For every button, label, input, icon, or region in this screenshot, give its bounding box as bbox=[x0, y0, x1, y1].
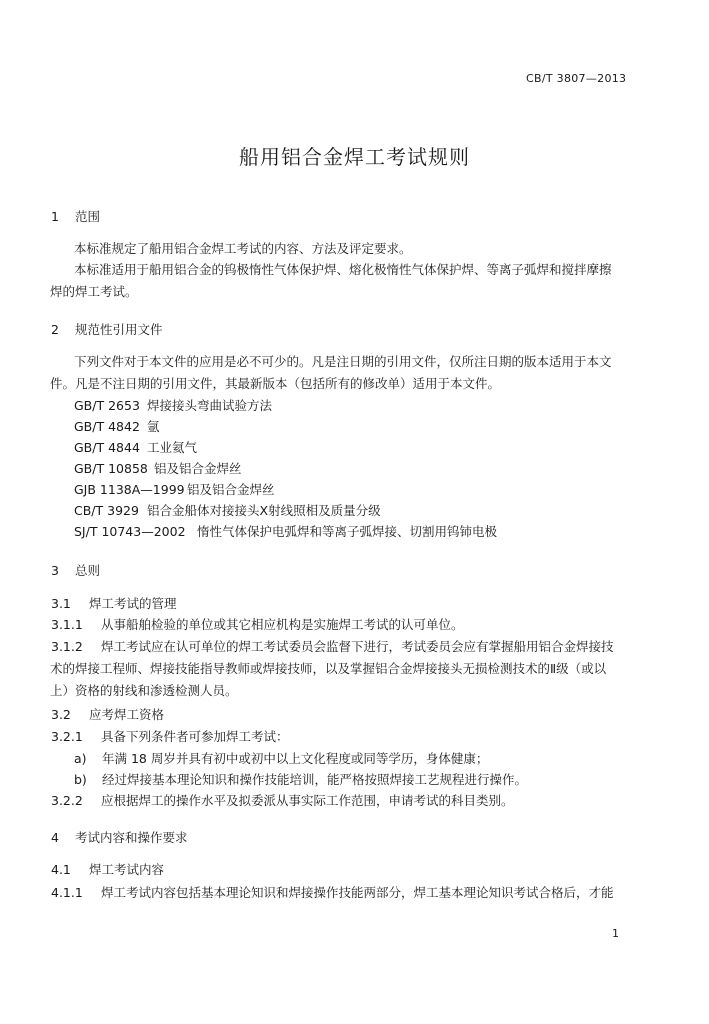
reference-code: SJ/T 10743—2002 bbox=[74, 524, 186, 539]
clause-text: 焊工考试应在认可单位的焊工考试委员会监督下进行，考试委员会应有掌握船用铝合金焊接技 bbox=[101, 639, 614, 654]
list-text: 年满 18 周岁并具有初中或初中以上文化程度或同等学历，身体健康； bbox=[102, 751, 489, 766]
reference-title: 铝合金船体对接接头X射线照相及质量分级 bbox=[147, 503, 381, 518]
list-label: a) bbox=[74, 751, 87, 766]
section-title: 总则 bbox=[75, 563, 101, 578]
reference-item bbox=[74, 461, 242, 477]
section-2-heading bbox=[51, 322, 163, 338]
document-title: 船用铝合金焊工考试规则 bbox=[239, 145, 470, 169]
section-title: 范围 bbox=[75, 209, 101, 224]
clause-text: 从事船舶检验的单位或其它相应机构是实施焊工考试的认可单位。 bbox=[101, 617, 464, 632]
clause-continuation: 术的焊接工程师、焊接技能指导教师或焊接技师，以及掌握铝合金焊接接头无损检测技术的Ⅱ级（或以 bbox=[50, 661, 607, 676]
reference-item bbox=[74, 503, 381, 519]
clause-number: 3.1.1 bbox=[51, 617, 83, 632]
subsection-number: 3.2 bbox=[51, 707, 71, 722]
list-label: b) bbox=[74, 772, 87, 787]
list-item bbox=[74, 751, 488, 767]
subsection-title: 应考焊工资格 bbox=[89, 707, 165, 722]
subsection-3-2-heading bbox=[51, 707, 164, 723]
subsection-3-1-heading bbox=[51, 596, 177, 612]
subsection-number: 3.1 bbox=[51, 596, 71, 611]
clause-number: 3.2.1 bbox=[51, 729, 83, 744]
clause-text: 具备下列条件者可参加焊工考试： bbox=[101, 729, 289, 744]
clause-3-2-1 bbox=[51, 729, 289, 745]
paragraph: 本标准规定了船用铝合金焊工考试的内容、方法及评定要求。 bbox=[74, 241, 412, 256]
section-1-heading bbox=[51, 209, 100, 225]
paragraph-continuation: 件。凡是不注日期的引用文件，其最新版本（包括所有的修改单）适用于本文件。 bbox=[50, 376, 501, 391]
reference-title: 焊接接头弯曲试验方法 bbox=[147, 398, 273, 413]
reference-item bbox=[74, 440, 197, 456]
clause-3-1-1 bbox=[51, 617, 464, 633]
clause-3-2-2 bbox=[51, 793, 514, 809]
reference-code: GB/T 10858 bbox=[74, 461, 148, 476]
paragraph: 本标准适用于船用铝合金的钨极惰性气体保护焊、熔化极惰性气体保护焊、等离子弧焊和搅拌摩擦 bbox=[74, 262, 612, 277]
section-4-heading bbox=[51, 830, 188, 846]
reference-code: GB/T 4842 bbox=[74, 419, 140, 434]
section-title: 规范性引用文件 bbox=[75, 322, 163, 337]
section-title: 考试内容和操作要求 bbox=[75, 830, 188, 845]
reference-item bbox=[74, 419, 160, 435]
clause-number: 4.1.1 bbox=[51, 885, 83, 900]
reference-title: 氩 bbox=[147, 419, 160, 434]
subsection-4-1-heading bbox=[51, 862, 164, 878]
clause-4-1-1 bbox=[51, 885, 614, 901]
clause-number: 3.2.2 bbox=[51, 793, 83, 808]
reference-title: 工业氦气 bbox=[147, 440, 198, 455]
subsection-number: 4.1 bbox=[51, 862, 71, 877]
subsection-title: 焊工考试内容 bbox=[89, 862, 165, 877]
reference-title: 铝及铝合金焊丝 bbox=[154, 461, 242, 476]
subsection-title: 焊工考试的管理 bbox=[89, 596, 177, 611]
clause-continuation: 上）资格的射线和渗透检测人员。 bbox=[50, 683, 238, 698]
section-number: 2 bbox=[51, 322, 59, 337]
reference-title: 铝及铝合金焊丝 bbox=[187, 482, 275, 497]
section-number: 1 bbox=[51, 209, 59, 224]
section-number: 3 bbox=[51, 563, 59, 578]
clause-number: 3.1.2 bbox=[51, 639, 83, 654]
reference-code: CB/T 3929 bbox=[74, 503, 139, 518]
page-number: 1 bbox=[612, 927, 619, 940]
list-text: 经过焊接基本理论知识和操作技能培训，能严格按照焊接工艺规程进行操作。 bbox=[102, 772, 528, 787]
reference-code: GJB 1138A—1999 bbox=[74, 482, 185, 497]
reference-item bbox=[74, 398, 272, 414]
reference-item bbox=[74, 524, 497, 540]
reference-code: GB/T 4844 bbox=[74, 440, 140, 455]
reference-title: 惰性气体保护电弧焊和等离子弧焊接、切割用钨铈电极 bbox=[197, 524, 498, 539]
section-number: 4 bbox=[51, 830, 59, 845]
section-3-heading bbox=[51, 563, 100, 579]
paragraph-continuation: 焊的焊工考试。 bbox=[50, 284, 138, 299]
list-item bbox=[74, 772, 527, 788]
clause-3-1-2 bbox=[51, 639, 614, 655]
clause-text: 焊工考试内容包括基本理论知识和焊接操作技能两部分，焊工基本理论知识考试合格后，才能 bbox=[101, 885, 614, 900]
clause-text: 应根据焊工的操作水平及拟委派从事实际工作范围，申请考试的科目类别。 bbox=[101, 793, 514, 808]
reference-code: GB/T 2653 bbox=[74, 398, 140, 413]
paragraph: 下列文件对于本文件的应用是必不可少的。凡是注日期的引用文件，仅所注日期的版本适用于本文 bbox=[74, 354, 612, 369]
reference-item bbox=[74, 482, 275, 498]
standard-code: CB/T 3807—2013 bbox=[526, 72, 627, 85]
